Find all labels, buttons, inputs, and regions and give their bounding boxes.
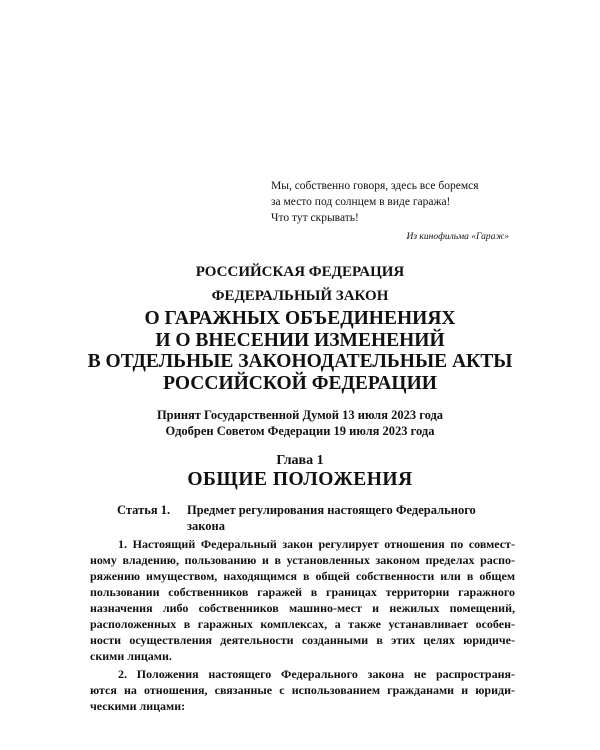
paragraph-2 xyxy=(90,666,515,714)
epigraph xyxy=(271,178,511,245)
text-line: ются на отношения, связанные с использованием гражданами и юриди- xyxy=(90,683,515,697)
epigraph-line: за место под солнцем в виде гаража! xyxy=(271,196,451,208)
approved-line: Одобрен Советом Федерации 19 июля 2023 года xyxy=(165,424,435,438)
text-line: расположенных в гаражных комплексах, а также устанавливает особен- xyxy=(90,617,515,631)
adopted-line: Принят Государственной Думой 13 июля 2023 года xyxy=(156,408,444,422)
text-line: пользовании собственников гаражей в границах территории гаражного xyxy=(90,585,515,599)
law-title-line: И О ВНЕСЕНИИ ИЗМЕНЕНИЙ xyxy=(155,329,445,351)
article-title-continued: закона xyxy=(187,519,226,533)
article-label: Статья 1. xyxy=(117,503,171,517)
text-line: ряжению имуществом, находящимся в общей собственности или в общем xyxy=(90,569,515,583)
epigraph-line: Мы, собственно говоря, здесь все боремся xyxy=(271,180,479,192)
chapter-title: ОБЩИЕ ПОЛОЖЕНИЯ xyxy=(187,469,413,490)
article-title: Предмет регулирования настоящего Федерального xyxy=(187,503,476,517)
chapter-number: Глава 1 xyxy=(276,453,324,468)
doc-type-heading: ФЕДЕРАЛЬНЫЙ ЗАКОН xyxy=(211,288,389,304)
text-line: ности осуществления деятельности созданными в этих целях юридиче- xyxy=(90,633,515,647)
text-line: ному владению, пользованию и в установленных законом пределах распо- xyxy=(90,553,515,567)
text-line: ческими лицами: xyxy=(90,699,186,713)
text-line: 2. Положения настоящего Федерального закона не распространя- xyxy=(118,667,515,681)
law-title-line: В ОТДЕЛЬНЫЕ ЗАКОНОДАТЕЛЬНЫЕ АКТЫ xyxy=(87,351,513,372)
epigraph-line: Что тут скрывать! xyxy=(271,212,359,224)
law-title xyxy=(0,308,600,394)
text-line: назначения либо собственников машино-мест и нежилых помещений, xyxy=(90,601,515,615)
text-line: скими лицами. xyxy=(90,649,172,663)
article-heading xyxy=(117,502,517,534)
law-title-line: РОССИЙСКОЙ ФЕДЕРАЦИИ xyxy=(163,372,437,394)
country-heading: РОССИЙСКАЯ ФЕДЕРАЦИЯ xyxy=(195,264,405,280)
epigraph-source: Из кинофильма «Гараж» xyxy=(406,232,509,242)
law-title-line: О ГАРАЖНЫХ ОБЪЕДИНЕНИЯХ xyxy=(144,308,456,329)
text-line: 1. Настоящий Федеральный закон регулирует отношения по совмест- xyxy=(118,537,515,551)
paragraph-1 xyxy=(90,536,515,664)
adoption-info xyxy=(0,407,600,439)
